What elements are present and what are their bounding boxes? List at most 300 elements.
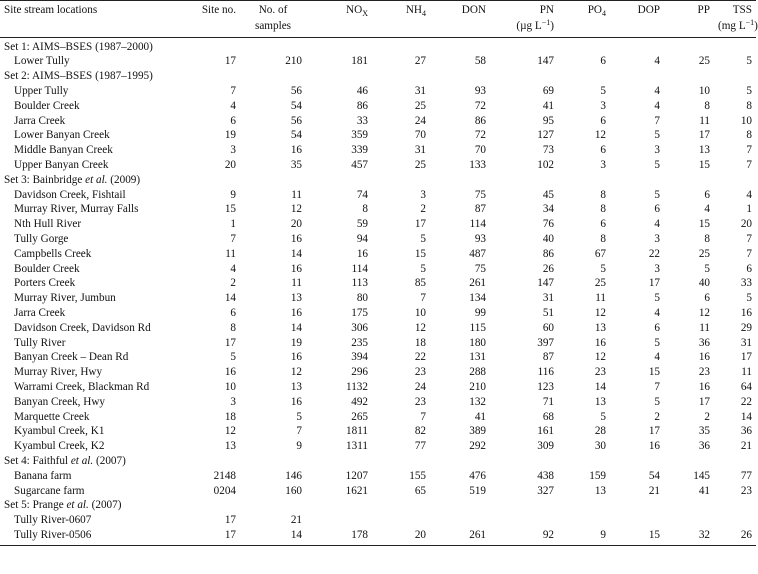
pp-cell: 13 [698, 144, 710, 157]
tss-cell: 64 [740, 380, 752, 393]
header-blank [372, 19, 430, 37]
site-no-cell: 18 [224, 410, 236, 423]
nh4-cell: 82 [414, 425, 426, 438]
don-cell: 261 [469, 277, 486, 290]
nh4-cell: 23 [414, 395, 426, 408]
site-name-cell: Banyan Creek – Dean Rd [14, 351, 129, 364]
pn-cell: 327 [537, 484, 554, 497]
pn-cell: 26 [542, 262, 554, 275]
n-cell: 12 [290, 366, 302, 379]
nh4-cell: 155 [409, 469, 426, 482]
nox-cell: 59 [356, 218, 368, 231]
header-po4-sub: 4 [602, 9, 606, 18]
set-heading-row [0, 173, 756, 188]
tss-cell: 20 [740, 218, 752, 231]
tss-unit-sup: −1 [745, 17, 755, 27]
pp-cell: 5 [704, 262, 710, 275]
don-cell [430, 513, 490, 528]
tss-cell: 7 [746, 158, 752, 171]
table-row [0, 395, 756, 410]
pn-cell: 123 [537, 380, 554, 393]
tss-cell: 8 [746, 129, 752, 142]
tss-cell: 5 [746, 292, 752, 305]
pp-cell: 8 [704, 99, 710, 112]
tss-cell: 26 [714, 528, 756, 545]
header-po4-text: PO [587, 4, 602, 16]
dop-cell: 15 [610, 528, 664, 545]
pn-cell: 69 [542, 84, 554, 97]
pp-cell: 11 [699, 321, 710, 334]
set-heading-row [0, 454, 756, 469]
site-no-cell: 3 [230, 144, 236, 157]
nh4-cell: 12 [414, 321, 426, 334]
site-name-cell: Nth Hull River [14, 218, 82, 231]
don-cell: 86 [474, 114, 486, 127]
tss-cell: 5 [746, 55, 752, 68]
header-blank [610, 19, 664, 37]
table-row [0, 202, 756, 217]
nh4-cell: 5 [420, 232, 426, 245]
dop-cell: 4 [654, 306, 660, 319]
po4-cell: 16 [594, 336, 606, 349]
nox-cell: 296 [351, 366, 368, 379]
pn-cell: 45 [542, 188, 554, 201]
don-cell: 180 [469, 336, 486, 349]
dop-cell: 3 [654, 262, 660, 275]
set-heading-author: Set 3: Bainbridge [4, 173, 86, 186]
site-no-cell: 14 [224, 292, 236, 305]
table-row [0, 336, 756, 351]
site-no-cell: 11 [225, 247, 236, 260]
n-cell: 9 [296, 440, 302, 453]
table-row [0, 306, 756, 321]
nh4-cell: 17 [414, 218, 426, 231]
table-row [0, 143, 756, 158]
header-nh4 [372, 1, 430, 19]
dop-cell: 7 [654, 114, 660, 127]
site-no-cell: 7 [230, 84, 236, 97]
don-cell: 134 [469, 292, 486, 305]
pn-cell: 309 [537, 440, 554, 453]
pn-cell: 68 [542, 410, 554, 423]
pn-cell: 31 [542, 292, 554, 305]
don-cell: 75 [474, 262, 486, 275]
set-heading-row [0, 498, 756, 513]
pn-cell: 40 [542, 232, 554, 245]
header-nh4-text: NH [405, 4, 422, 16]
site-no-cell: 19 [224, 129, 236, 142]
pn-cell: 92 [490, 528, 558, 545]
tss-cell: 77 [740, 469, 752, 482]
n-cell: 13 [290, 380, 302, 393]
nox-cell: 175 [351, 306, 368, 319]
po4-cell: 5 [600, 410, 606, 423]
nox-cell: 178 [306, 528, 372, 545]
nh4-cell: 23 [414, 366, 426, 379]
tss-cell: 33 [740, 277, 752, 290]
pn-cell: 397 [537, 336, 554, 349]
set-heading-year: (2009) [107, 173, 141, 186]
nox-cell: 33 [356, 114, 368, 127]
header-nox-text: NO [346, 4, 363, 16]
nox-cell: 492 [351, 395, 368, 408]
table-row [0, 528, 756, 545]
site-name-cell: Jarra Creek [14, 306, 66, 319]
set-heading [0, 498, 756, 513]
nox-cell: 394 [351, 351, 368, 364]
site-no-cell: 7 [230, 232, 236, 245]
set-heading-etal: et al. [85, 173, 108, 186]
site-name-cell: Campbells Creek [14, 247, 92, 260]
tss-cell: 7 [746, 144, 752, 157]
po4-cell: 23 [594, 366, 606, 379]
site-name-cell: Lower Tully [14, 55, 70, 68]
tss-cell: 36 [740, 425, 752, 438]
n-cell: 14 [290, 247, 302, 260]
table-row [0, 484, 756, 499]
po4-cell: 6 [600, 55, 606, 68]
nh4-cell: 2 [420, 203, 426, 216]
don-cell: 75 [474, 188, 486, 201]
nox-cell: 114 [351, 262, 368, 275]
dop-cell: 21 [648, 484, 660, 497]
po4-cell: 159 [589, 469, 606, 482]
po4-cell: 3 [600, 158, 606, 171]
site-no-cell: 8 [230, 321, 236, 334]
n-cell: 11 [291, 277, 302, 290]
table-row [0, 128, 756, 143]
nox-cell: 1132 [346, 380, 368, 393]
site-name-cell: Banana farm [14, 469, 72, 482]
tss-cell: 22 [740, 395, 752, 408]
n-cell: 20 [290, 218, 302, 231]
pp-cell: 6 [704, 188, 710, 201]
site-no-cell: 0204 [213, 484, 236, 497]
dop-cell: 5 [654, 336, 660, 349]
dop-cell: 22 [648, 247, 660, 260]
table-row [0, 99, 756, 114]
don-cell: 115 [469, 321, 486, 334]
nh4-cell: 15 [414, 247, 426, 260]
po4-cell: 13 [594, 484, 606, 497]
n-cell: 11 [291, 188, 302, 201]
nox-cell: 74 [356, 188, 368, 201]
pp-cell: 8 [704, 232, 710, 245]
pn-cell: 147 [537, 55, 554, 68]
tss-cell [714, 513, 756, 528]
table-row [0, 365, 756, 380]
site-no-cell: 6 [230, 306, 236, 319]
nox-cell: 1621 [345, 484, 368, 497]
n-cell: 54 [290, 99, 302, 112]
nox-cell: 265 [351, 410, 368, 423]
nox-cell [306, 513, 372, 528]
dop-cell: 17 [648, 277, 660, 290]
don-cell: 70 [474, 144, 486, 157]
site-name-cell: Marquette Creek [14, 410, 90, 423]
header-blank [0, 19, 186, 37]
pn-unit-sup: −1 [541, 17, 551, 27]
site-no-cell: 6 [230, 114, 236, 127]
n-cell: 16 [290, 395, 302, 408]
nox-cell: 46 [356, 84, 368, 97]
set-heading-row [0, 69, 756, 84]
don-cell: 131 [469, 351, 486, 364]
pp-cell: 25 [698, 247, 710, 260]
set-heading-etal: et al. [66, 499, 89, 512]
header-blank [186, 19, 240, 37]
table-row [0, 232, 756, 247]
header-n-samples-line1: No. of [258, 4, 288, 16]
po4-cell: 3 [600, 99, 606, 112]
pn-cell: 161 [537, 425, 554, 438]
header-blank [306, 19, 372, 37]
po4-cell [558, 513, 610, 528]
nh4-cell: 70 [414, 129, 426, 142]
tss-cell: 21 [740, 440, 752, 453]
site-no-cell: 17 [224, 336, 236, 349]
n-cell: 16 [290, 351, 302, 364]
po4-cell: 6 [600, 144, 606, 157]
pn-cell: 71 [542, 395, 554, 408]
site-name-cell: Davidson Creek, Fishtail [14, 188, 126, 201]
set-heading-year: (2007) [93, 454, 126, 467]
pn-cell: 438 [537, 469, 554, 482]
nox-cell: 235 [351, 336, 368, 349]
nox-cell: 94 [356, 232, 368, 245]
nh4-cell: 24 [414, 380, 426, 393]
site-no-cell: 17 [224, 514, 236, 527]
nox-cell: 113 [351, 277, 368, 290]
dop-cell: 54 [648, 469, 660, 482]
table-row [0, 114, 756, 129]
po4-cell: 67 [594, 247, 606, 260]
header-blank [430, 19, 490, 37]
nh4-cell: 18 [414, 336, 426, 349]
site-name-cell: Tully River-0607 [14, 514, 92, 527]
nh4-cell: 31 [414, 84, 426, 97]
n-cell: 19 [290, 336, 302, 349]
site-no-cell: 15 [224, 203, 236, 216]
table-row [0, 84, 756, 99]
nh4-cell: 10 [414, 306, 426, 319]
pp-cell: 10 [698, 84, 710, 97]
pn-cell: 127 [537, 129, 554, 142]
n-cell: 12 [290, 203, 302, 216]
dop-cell: 16 [648, 440, 660, 453]
site-name-cell: Murray River, Hwy [14, 366, 103, 379]
header-tss-unit [714, 19, 756, 37]
n-cell: 16 [290, 262, 302, 275]
pn-unit-text: (µg L [516, 19, 542, 32]
header-pp: PP [664, 1, 714, 19]
nox-cell: 1811 [346, 425, 368, 438]
set-heading-row [0, 37, 756, 54]
dop-cell: 15 [648, 366, 660, 379]
set-heading [0, 454, 756, 469]
n-cell: 5 [296, 410, 302, 423]
site-name-cell: Lower Banyan Creek [14, 129, 110, 142]
pn-cell: 60 [542, 321, 554, 334]
pp-cell: 15 [698, 218, 710, 231]
pp-cell: 40 [698, 277, 710, 290]
nox-cell: 86 [356, 99, 368, 112]
n-cell: 7 [296, 425, 302, 438]
dop-cell: 5 [654, 129, 660, 142]
nh4-cell: 7 [420, 292, 426, 305]
table-row [0, 513, 756, 528]
pp-cell: 16 [698, 351, 710, 364]
site-name-cell: Tully River [14, 336, 66, 349]
pn-cell: 147 [537, 277, 554, 290]
dop-cell: 5 [654, 158, 660, 171]
n-cell: 54 [290, 129, 302, 142]
pp-cell: 35 [698, 425, 710, 438]
don-cell: 41 [474, 410, 486, 423]
site-name-cell: Jarra Creek [14, 114, 66, 127]
header-n-samples [240, 1, 306, 19]
site-name-cell: Middle Banyan Creek [14, 144, 113, 157]
table-row [0, 247, 756, 262]
pn-cell [490, 513, 558, 528]
dop-cell: 2 [654, 410, 660, 423]
set-heading-author: Set 4: Faithful [4, 454, 71, 467]
site-name-cell: Banyan Creek, Hwy [14, 395, 106, 408]
don-cell: 114 [469, 218, 486, 231]
header-site-no: Site no. [186, 1, 240, 19]
po4-cell: 6 [600, 114, 606, 127]
site-no-cell: 17 [224, 55, 236, 68]
table-row [0, 217, 756, 232]
nh4-cell: 20 [372, 528, 430, 545]
pn-cell: 76 [542, 218, 554, 231]
table-row [0, 380, 756, 395]
n-cell: 146 [285, 469, 302, 482]
tss-cell: 7 [746, 247, 752, 260]
don-cell: 72 [474, 99, 486, 112]
site-name-cell: Murray River, Murray Falls [14, 203, 139, 216]
don-cell: 99 [474, 306, 486, 319]
dop-cell: 6 [654, 321, 660, 334]
site-no-cell: 12 [224, 425, 236, 438]
set-heading: Set 1: AIMS–BSES (1987–2000) [4, 40, 153, 53]
tss-cell: 29 [740, 321, 752, 334]
pn-cell: 87 [542, 351, 554, 364]
don-cell: 133 [469, 158, 486, 171]
po4-cell: 13 [594, 321, 606, 334]
table-row [0, 469, 756, 484]
don-cell: 93 [474, 84, 486, 97]
header-pn: PN [490, 1, 558, 19]
pp-cell: 23 [698, 366, 710, 379]
dop-cell: 4 [654, 218, 660, 231]
dop-cell: 7 [654, 380, 660, 393]
don-cell: 487 [469, 247, 486, 260]
don-cell: 210 [469, 380, 486, 393]
tss-cell: 16 [740, 306, 752, 319]
site-name-cell: Boulder Creek [14, 99, 80, 112]
site-name-cell: Boulder Creek [14, 262, 80, 275]
po4-cell: 12 [594, 129, 606, 142]
site-name-cell: Porters Creek [14, 277, 76, 290]
site-no-cell: 9 [230, 188, 236, 201]
table-row [0, 262, 756, 277]
po4-cell: 14 [594, 380, 606, 393]
site-name-cell: Warrami Creek, Blackman Rd [14, 380, 150, 393]
po4-cell: 5 [600, 84, 606, 97]
header-nox-sub: X [362, 9, 368, 18]
nh4-cell: 25 [414, 99, 426, 112]
n-cell: 14 [290, 321, 302, 334]
site-no-cell: 2 [230, 277, 236, 290]
dop-cell: 4 [654, 351, 660, 364]
nox-cell: 457 [351, 158, 368, 171]
table-row [0, 424, 756, 439]
nh4-cell: 5 [420, 262, 426, 275]
tss-cell: 1 [746, 203, 752, 216]
tss-cell: 17 [740, 351, 752, 364]
tss-unit-text: (mg L [718, 19, 746, 32]
dop-cell: 5 [654, 292, 660, 305]
pp-cell: 36 [698, 336, 710, 349]
tss-unit-close: ) [754, 19, 758, 32]
tss-cell: 10 [740, 114, 752, 127]
po4-cell: 6 [600, 218, 606, 231]
site-no-cell: 17 [186, 528, 240, 545]
don-cell: 261 [430, 528, 490, 545]
po4-cell: 11 [595, 292, 606, 305]
pn-cell: 51 [542, 306, 554, 319]
site-name-cell: Upper Tully [14, 84, 69, 97]
header-dop: DOP [610, 1, 664, 19]
don-cell: 476 [469, 469, 486, 482]
n-cell: 16 [290, 306, 302, 319]
nox-cell: 339 [351, 144, 368, 157]
nh4-cell: 31 [414, 144, 426, 157]
pp-cell: 145 [693, 469, 710, 482]
pp-cell: 4 [704, 203, 710, 216]
site-name-cell: Tully Gorge [14, 232, 69, 245]
pp-cell: 41 [698, 484, 710, 497]
tss-cell: 4 [746, 188, 752, 201]
site-name-cell: Kyambul Creek, K2 [14, 440, 105, 453]
tss-cell: 8 [746, 99, 752, 112]
header-row [0, 1, 756, 19]
table-row [0, 276, 756, 291]
tss-cell: 6 [746, 262, 752, 275]
site-no-cell: 1 [230, 218, 236, 231]
po4-cell: 8 [600, 232, 606, 245]
don-cell: 58 [474, 55, 486, 68]
dop-cell: 17 [648, 425, 660, 438]
po4-cell: 8 [600, 203, 606, 216]
don-cell: 292 [469, 440, 486, 453]
site-name-cell: Upper Banyan Creek [14, 158, 109, 171]
tss-cell: 31 [740, 336, 752, 349]
n-cell: 13 [290, 292, 302, 305]
pn-unit-close: ) [550, 19, 554, 32]
table-row [0, 291, 756, 306]
site-no-cell: 10 [224, 380, 236, 393]
nh4-cell: 24 [414, 114, 426, 127]
nox-cell: 80 [356, 292, 368, 305]
site-no-cell: 2148 [213, 469, 236, 482]
po4-cell: 12 [594, 306, 606, 319]
dop-cell: 4 [654, 99, 660, 112]
dop-cell: 3 [654, 144, 660, 157]
dop-cell: 4 [654, 55, 660, 68]
po4-cell: 8 [600, 188, 606, 201]
